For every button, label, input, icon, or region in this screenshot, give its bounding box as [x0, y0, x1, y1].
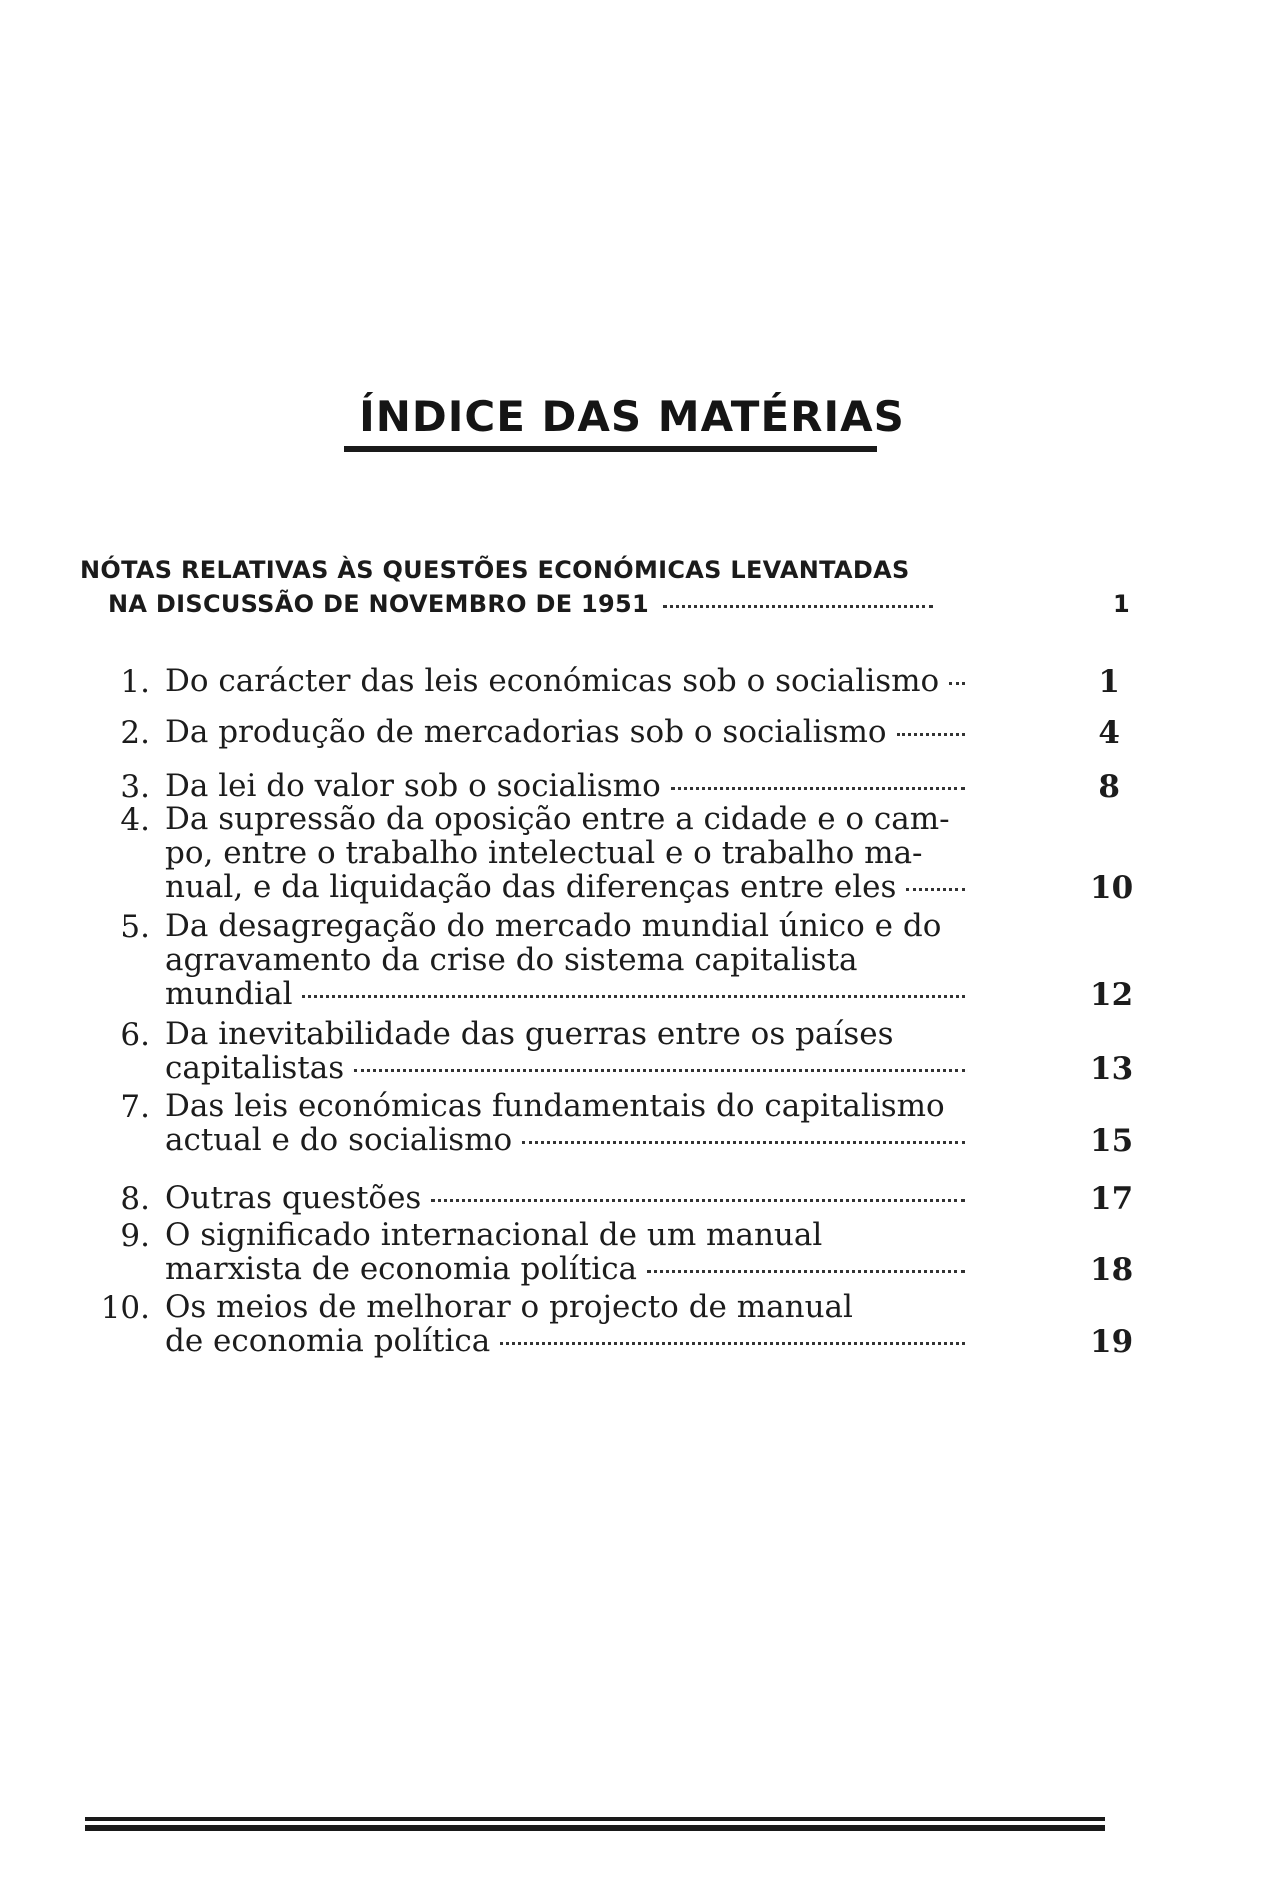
- entry-text: [165, 715, 965, 749]
- section-heading: [80, 553, 1130, 621]
- entry-page-number: 10: [1090, 870, 1134, 906]
- dot-leader: [354, 1069, 965, 1072]
- entry-line: Da lei do valor sob o socialismo: [165, 768, 661, 804]
- entry-line: marxista de economia política: [165, 1251, 638, 1287]
- entry-line: de economia política: [165, 1323, 491, 1359]
- entry-line: capitalistas: [165, 1050, 345, 1086]
- entry-number: 5.: [120, 909, 150, 945]
- entry-line: Do carácter das leis económicas sob o socialismo: [165, 663, 940, 699]
- entry-page-number: 1: [1098, 664, 1120, 700]
- entry-text: [165, 1218, 965, 1286]
- entry-text: [165, 1181, 965, 1215]
- entry-page-number: 13: [1090, 1051, 1134, 1087]
- entry-number: 3.: [120, 769, 150, 805]
- entry-page-number: 19: [1090, 1324, 1134, 1360]
- entry-line: Outras questões: [165, 1180, 422, 1216]
- entry-page-number: 4: [1098, 715, 1120, 751]
- entry-page-number: 12: [1090, 977, 1134, 1013]
- title-underline: [344, 446, 877, 452]
- entry-line: agravamento da crise do sistema capitalista: [165, 942, 858, 978]
- entry-line: mundial: [165, 976, 293, 1012]
- entry-number: 2.: [120, 715, 150, 751]
- dot-leader: [663, 605, 933, 608]
- entry-page-number: 17: [1090, 1181, 1134, 1217]
- dot-leader: [671, 787, 965, 790]
- entry-line: po, entre o trabalho intelectual e o trabalho ma-: [165, 835, 923, 871]
- entry-line: nual, e da liquidação das diferenças entre eles: [165, 869, 897, 905]
- page-title: ÍNDICE DAS MATÉRIAS: [359, 392, 905, 441]
- entry-number: 6.: [120, 1017, 150, 1053]
- entry-line: Da inevitabilidade das guerras entre os países: [165, 1016, 894, 1052]
- bottom-rule-thick: [85, 1825, 1105, 1831]
- dot-leader: [906, 888, 965, 891]
- entry-page-number: 8: [1098, 769, 1120, 805]
- entry-text: [165, 1089, 965, 1157]
- entry-page-number: 15: [1090, 1123, 1134, 1159]
- entry-line: Os meios de melhorar o projecto de manual: [165, 1289, 853, 1325]
- entry-number: 4.: [120, 802, 150, 838]
- bottom-rule: [85, 1817, 1105, 1821]
- entry-text: [165, 1017, 965, 1085]
- section-heading-line-1: NÓTAS RELATIVAS ÀS QUESTÕES ECONÓMICAS LEVANTADAS: [80, 556, 910, 584]
- entry-line: O significado internacional de um manual: [165, 1217, 823, 1253]
- entry-number: 10.: [100, 1290, 150, 1326]
- dot-leader: [949, 682, 965, 685]
- section-heading-line-2-row: [80, 587, 1130, 621]
- dot-leader: [897, 733, 965, 736]
- entry-text: [165, 769, 965, 803]
- dot-leader: [647, 1270, 965, 1273]
- entry-number: 9.: [120, 1218, 150, 1254]
- section-heading-line-2: NA DISCUSSÃO DE NOVEMBRO DE 1951: [108, 590, 650, 618]
- dot-leader: [302, 995, 965, 998]
- entry-line: Da produção de mercadorias sob o socialismo: [165, 714, 887, 750]
- entry-text: [165, 1290, 965, 1358]
- entry-line: actual e do socialismo: [165, 1122, 513, 1158]
- entry-line: Da desagregação do mercado mundial único e do: [165, 908, 942, 944]
- entry-page-number: 18: [1090, 1252, 1134, 1288]
- entry-text: [165, 802, 965, 904]
- entry-number: 8.: [120, 1181, 150, 1217]
- entry-number: 7.: [120, 1089, 150, 1125]
- entry-line: Das leis económicas fundamentais do capitalismo: [165, 1088, 945, 1124]
- section-page-number: 1: [1113, 590, 1130, 618]
- entry-number: 1.: [120, 664, 150, 700]
- entry-text: [165, 664, 965, 698]
- dot-leader: [431, 1199, 965, 1202]
- entry-line: Da supressão da oposição entre a cidade e o cam-: [165, 801, 950, 837]
- dot-leader: [500, 1342, 965, 1345]
- dot-leader: [522, 1141, 965, 1144]
- entry-text: [165, 909, 965, 1011]
